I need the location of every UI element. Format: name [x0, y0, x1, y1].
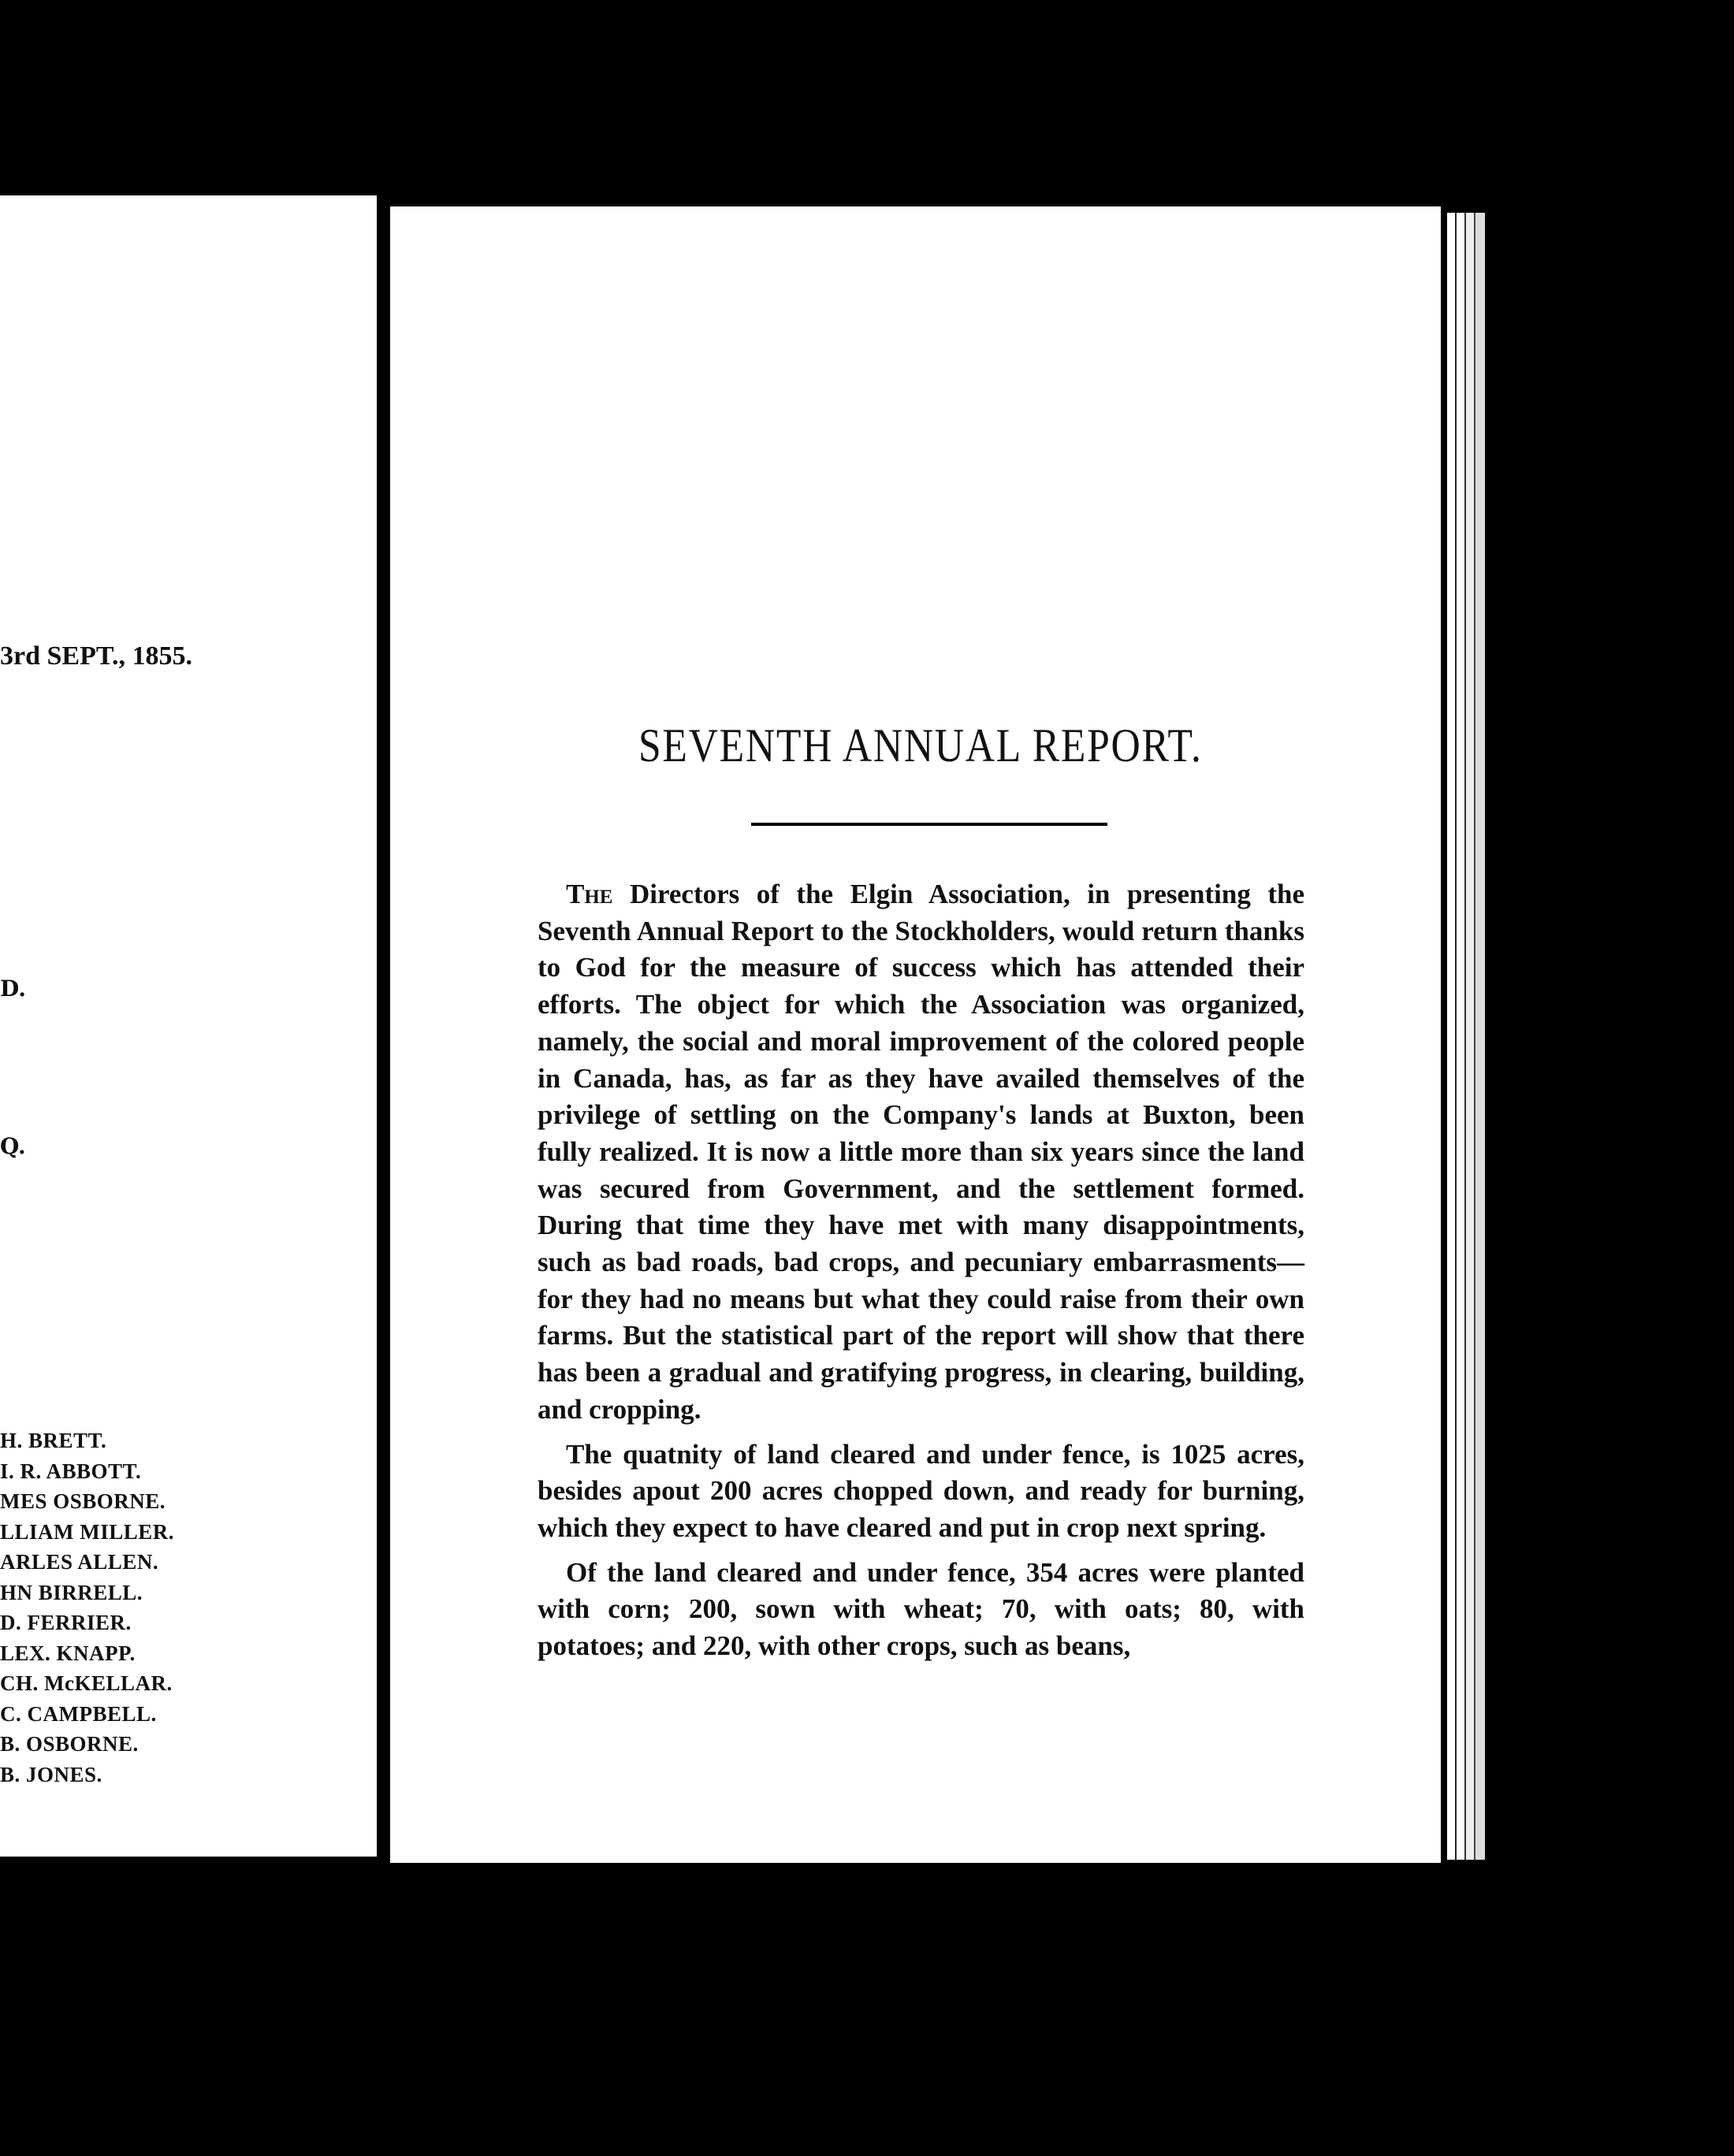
director-name: ARLES ALLEN.	[0, 1550, 159, 1574]
director-name: C. CAMPBELL.	[0, 1701, 157, 1726]
left-page-date: 3rd SEPT., 1855.	[0, 641, 193, 671]
paragraph-2	[538, 1437, 1304, 1547]
paragraph-1	[538, 876, 1304, 1429]
paragraph-3	[538, 1555, 1304, 1665]
director-name: MES OSBORNE.	[0, 1489, 166, 1513]
book-page-edges	[1447, 213, 1485, 1860]
director-name: B. JONES.	[0, 1762, 102, 1786]
right-page	[390, 206, 1441, 1863]
left-page	[0, 195, 381, 1857]
paragraph-text: Of the land cleared and under fence, 354 acres were planted with corn; 200, sown with wheat; 70, with oats; 80, with potatoes; and 220, with other crops, such as beans,	[538, 1556, 1304, 1662]
director-name: CH. McKELLAR.	[0, 1671, 173, 1695]
title-rule	[751, 823, 1107, 826]
left-page-mark-d: D.	[0, 976, 27, 1002]
paragraph-text: The quatnity of land cleared and under fence, is 1025 acres, besides apout 200 acres chopped down, and ready for burning, which they expect to have cleared and put in crop next spring.	[538, 1438, 1304, 1543]
director-name: H. BRETT.	[0, 1429, 107, 1452]
report-body	[538, 876, 1304, 1673]
director-name: LLIAM MILLER.	[0, 1519, 175, 1544]
page-title: SEVENTH ANNUAL REPORT.	[638, 719, 1203, 771]
left-page-mark-q: Q.	[0, 1133, 26, 1159]
paragraph-lead: The	[566, 879, 613, 909]
director-name: LEX. KNAPP.	[0, 1641, 136, 1665]
director-name: D. FERRIER.	[0, 1611, 132, 1634]
director-name: I. R. ABBOTT.	[0, 1459, 142, 1483]
paragraph-text: Directors of the Elgin Association, in presenting the Seventh Annual Report to the Stockholders, would return thanks to God for the measure of success which has attended their efforts. The object for which the Association was organized, namely, the social and moral improvement of the colored people in Canada, has, as far as they have availed themselves of the privilege of settling on the Company's lands at Buxton, been fully realized. It is now a little more than six years since the land was secured from Government, and the settlement formed. During that time they have met with many disappointments, such as bad roads, bad crops, and pecuniary embarrasments—for they had no means but what they could raise from their own farms. But the statistical part of the report will show that there has been a gradual and gratifying progress, in clearing, building, and cropping.	[538, 879, 1304, 1425]
director-name: HN BIRRELL.	[0, 1580, 143, 1604]
director-name: B. OSBORNE.	[0, 1732, 139, 1756]
